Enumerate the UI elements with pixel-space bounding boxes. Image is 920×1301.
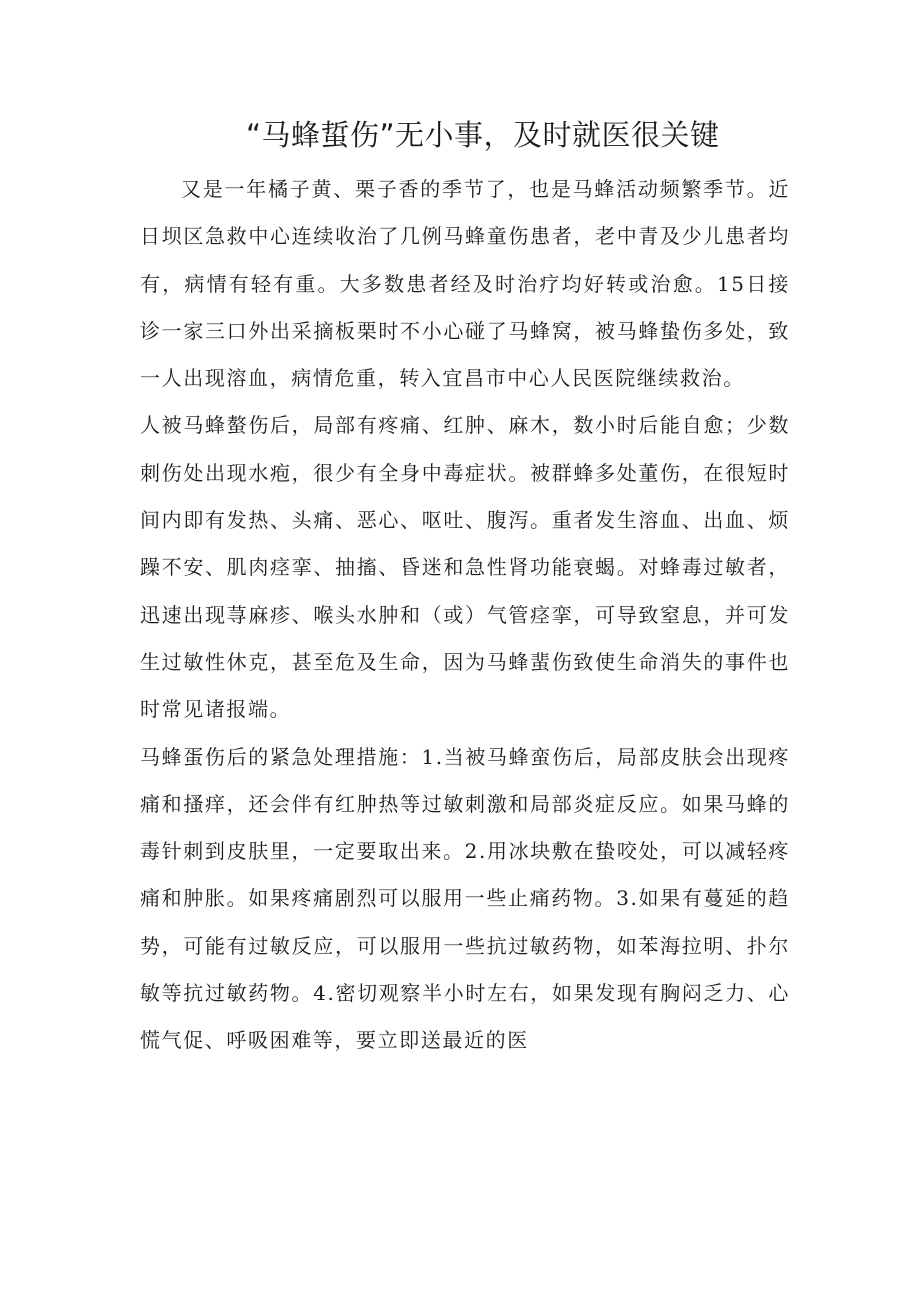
paragraph-symptoms: 人被马蜂螯伤后，局部有疼痛、红肿、麻木，数小时后能自愈；少数刺伤处出现水疱，很少有全身中毒症状。被群蜂多处董伤，在很短时间内即有发热、头痛、恶心、呕吐、腹泻。重者发生溶血、出血、烦躁不安、肌肉痉挛、抽搐、昏迷和急性肾功能衰蝎。对蜂毒过敏者，迅速出现荨麻疹、喉头水肿和（或）气管痉挛，可导致窒息，并可发生过敏性休克，甚至危及生命，因为马蜂蜚伤致使生命消失的事件也时常见诸报端。 [140, 413, 790, 722]
document-page [140, 112, 790, 1065]
document-title: “马蜂蜇伤”无小事，及时就医很关键 [246, 118, 720, 152]
paragraph-intro: 又是一年橘子黄、栗子香的季节了，也是马蜂活动频繁季节。近日坝区急救中心连续收治了几例马蜂童伤患者，老中青及少儿患者均有，病情有轻有重。大多数患者经及时治疗均好转或治愈。15日接诊一家三口外出采摘板栗时不小心碰了马蜂窝，被马蜂蛰伤多处，致一人出现溶血，病情危重，转入宜昌市中心人民医院继续救治。 [140, 177, 790, 391]
paragraph-first-aid: 马蜂蛋伤后的紧急处理措施：1.当被马蜂蛮伤后，局部皮肤会出现疼痛和搔痒，还会伴有红肿热等过敏刺激和局部炎症反应。如果马蜂的毒针刺到皮肤里，一定要取出来。2.用冰块敷在蛰咬处，可以减轻疼痛和肿胀。如果疼痛剧烈可以服用一些止痛药物。3.如果有蔓延的趋势，可能有过敏反应，可以服用一些抗过敏药物，如苯海拉明、扑尔敏等抗过敏药物。4.密切观察半小时左右，如果发现有胸闷乏力、心慌气促、呼吸困难等，要立即送最近的医 [140, 744, 790, 1053]
